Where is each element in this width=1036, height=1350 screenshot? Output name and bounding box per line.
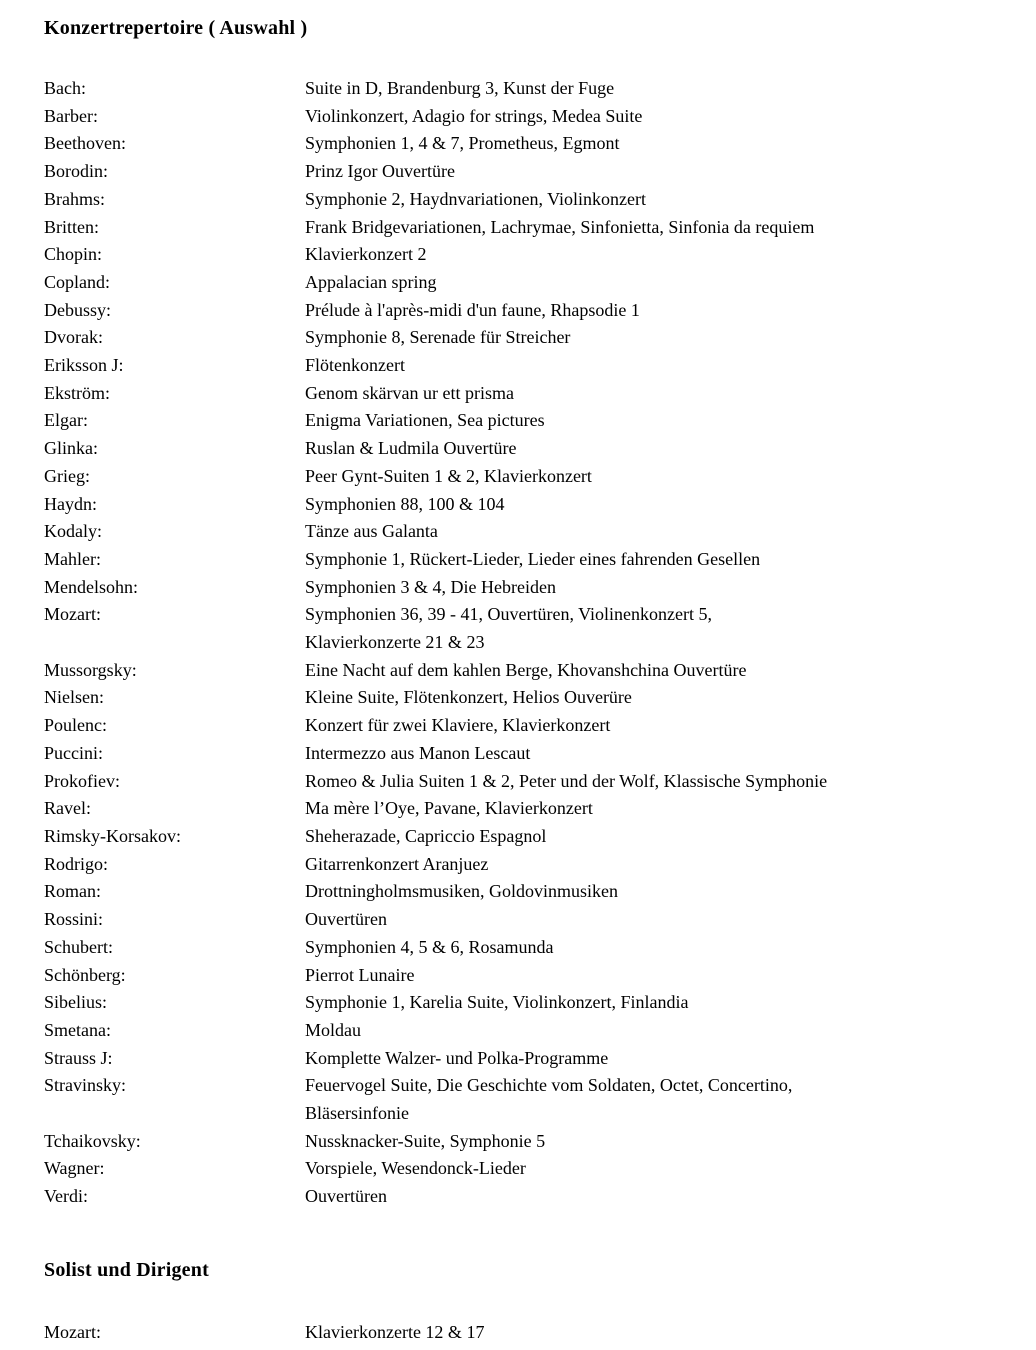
repertoire-row xyxy=(44,962,1012,990)
works-list xyxy=(305,214,1012,242)
works-list xyxy=(305,962,1012,990)
works-list xyxy=(305,518,1012,546)
works-list xyxy=(305,1045,1012,1073)
work-line: Symphonie 1, Rückert-Lieder, Lieder eines fahrenden Gesellen xyxy=(305,548,761,569)
repertoire-row xyxy=(44,352,1012,380)
work-line: Ma mère l’Oye, Pavane, Klavierkonzert xyxy=(305,798,593,819)
repertoire-row xyxy=(44,768,1012,796)
work-line: Symphonie 8, Serenade für Streicher xyxy=(305,327,571,348)
work-line: Pierrot Lunaire xyxy=(305,964,415,985)
composer-name: Strauss J: xyxy=(44,1047,113,1068)
works-list xyxy=(305,906,1012,934)
composer-name: Britten: xyxy=(44,216,99,237)
work-line: Peer Gynt-Suiten 1 & 2, Klavierkonzert xyxy=(305,465,592,486)
repertoire-row xyxy=(44,657,1012,685)
repertoire-row xyxy=(44,324,1012,352)
composer-name: Tchaikovsky: xyxy=(44,1130,141,1151)
repertoire-row xyxy=(44,934,1012,962)
repertoire-row xyxy=(44,1017,1012,1045)
repertoire-row xyxy=(44,130,1012,158)
works-list xyxy=(305,435,1012,463)
repertoire-row xyxy=(44,851,1012,879)
work-line: Komplette Walzer- und Polka-Programme xyxy=(305,1047,609,1068)
work-line: Tänze aus Galanta xyxy=(305,521,438,542)
works-list xyxy=(305,795,1012,823)
repertoire-row xyxy=(44,712,1012,740)
page-title: Konzertrepertoire ( Auswahl ) xyxy=(44,17,308,39)
work-line: Symphonien 36, 39 - 41, Ouvertüren, Violinenkonzert 5, xyxy=(305,604,713,625)
works-list xyxy=(305,1128,1012,1156)
composer-name: Barber: xyxy=(44,105,98,126)
composer-name: Smetana: xyxy=(44,1019,111,1040)
repertoire-row xyxy=(44,463,1012,491)
works-list xyxy=(305,1183,1012,1211)
composer-name: Schubert: xyxy=(44,936,113,957)
works-list xyxy=(305,657,1012,685)
repertoire-row xyxy=(44,740,1012,768)
repertoire-row xyxy=(44,103,1012,131)
repertoire-row xyxy=(44,1183,1012,1211)
work-line: Ruslan & Ludmila Ouvertüre xyxy=(305,438,517,459)
works-list xyxy=(305,407,1012,435)
repertoire-list xyxy=(44,75,1012,1211)
work-line: Kleine Suite, Flötenkonzert, Helios Ouverüre xyxy=(305,687,632,708)
repertoire-row xyxy=(44,380,1012,408)
repertoire-row xyxy=(44,407,1012,435)
works-list xyxy=(305,241,1012,269)
work-line: Vorspiele, Wesendonck-Lieder xyxy=(305,1158,526,1179)
repertoire-row xyxy=(44,269,1012,297)
works-list xyxy=(305,463,1012,491)
work-line: Appalacian spring xyxy=(305,271,437,292)
composer-name: Mahler: xyxy=(44,548,101,569)
work-line: Flötenkonzert xyxy=(305,355,405,376)
repertoire-row xyxy=(44,241,1012,269)
works-list xyxy=(305,1155,1012,1183)
composer-name: Nielsen: xyxy=(44,687,104,708)
composer-name: Chopin: xyxy=(44,244,103,265)
works-list xyxy=(305,352,1012,380)
works-list xyxy=(305,491,1012,519)
works-list xyxy=(305,130,1012,158)
composer-name: Rodrigo: xyxy=(44,853,109,874)
works-list xyxy=(305,878,1012,906)
composer-name: Brahms: xyxy=(44,188,105,209)
composer-name: Bach: xyxy=(44,78,86,98)
composer-name: Schönberg: xyxy=(44,964,126,985)
repertoire-row xyxy=(44,186,1012,214)
composer-name: Mozart: xyxy=(44,604,101,625)
work-line: Prélude à l'après-midi d'un faune, Rhapsodie 1 xyxy=(305,299,640,320)
composer-name: Glinka: xyxy=(44,438,98,459)
composer-name: Mussorgsky: xyxy=(44,659,137,680)
composer-name: Roman: xyxy=(44,881,101,902)
works-list xyxy=(305,740,1012,768)
repertoire-row xyxy=(44,546,1012,574)
work-line: Eine Nacht auf dem kahlen Berge, Khovanshchina Ouvertüre xyxy=(305,659,747,680)
works-list xyxy=(305,380,1012,408)
repertoire-row xyxy=(44,214,1012,242)
repertoire-row xyxy=(44,684,1012,712)
work-line: Frank Bridgevariationen, Lachrymae, Sinfonietta, Sinfonia da requiem xyxy=(305,216,815,237)
work-line: Konzert für zwei Klaviere, Klavierkonzert xyxy=(305,715,611,736)
repertoire-row xyxy=(44,1128,1012,1156)
work-line: Violinkonzert, Adagio for strings, Medea Suite xyxy=(305,105,643,126)
composer-name: Sibelius: xyxy=(44,992,108,1013)
work-line: Feuervogel Suite, Die Geschichte vom Soldaten, Octet, Concertino, xyxy=(305,1075,793,1096)
section-heading: Solist und Dirigent xyxy=(44,1258,209,1281)
works-list xyxy=(305,186,1012,214)
repertoire-row xyxy=(44,1045,1012,1073)
works-list xyxy=(305,269,1012,297)
work-line: Ouvertüren xyxy=(305,909,387,930)
work-line: Symphonien 3 & 4, Die Hebreiden xyxy=(305,576,556,597)
repertoire-row xyxy=(44,906,1012,934)
composer-name: Prokofiev: xyxy=(44,770,120,791)
work-line: Symphonie 1, Karelia Suite, Violinkonzert, Finlandia xyxy=(305,992,689,1013)
work-line: Bläsersinfonie xyxy=(305,1103,409,1124)
works-list xyxy=(305,1017,1012,1045)
composer-name: Borodin: xyxy=(44,161,109,182)
work-line: Sheherazade, Capriccio Espagnol xyxy=(305,825,547,846)
work-line: Romeo & Julia Suiten 1 & 2, Peter und der Wolf, Klassische Symphonie xyxy=(305,770,828,791)
work-line: Symphonie 2, Haydnvariationen, Violinkonzert xyxy=(305,188,647,209)
composer-name: Dvorak: xyxy=(44,327,103,348)
works-list xyxy=(305,158,1012,186)
composer-name: Kodaly: xyxy=(44,521,102,542)
works-list xyxy=(305,934,1012,962)
repertoire-row xyxy=(44,518,1012,546)
composer-name: Ravel: xyxy=(44,798,91,819)
works-list xyxy=(305,103,1012,131)
repertoire-row xyxy=(44,795,1012,823)
work-line: Klavierkonzert 2 xyxy=(305,244,427,265)
composer-name: Haydn: xyxy=(44,493,97,514)
works-list xyxy=(305,684,1012,712)
works-list xyxy=(305,75,1012,103)
repertoire-row xyxy=(44,1072,1012,1127)
works-list xyxy=(305,297,1012,325)
composer-name: Copland: xyxy=(44,271,110,292)
composer-name: Rimsky-Korsakov: xyxy=(44,825,181,846)
composer-name: Beethoven: xyxy=(44,133,126,154)
works-list xyxy=(305,324,1012,352)
work-line: Symphonien 1, 4 & 7, Prometheus, Egmont xyxy=(305,133,620,154)
composer-name: Elgar: xyxy=(44,410,88,431)
composer-name: Mozart: xyxy=(44,1321,101,1342)
repertoire-row xyxy=(44,1319,1012,1347)
repertoire-row xyxy=(44,823,1012,851)
repertoire-row xyxy=(44,491,1012,519)
work-line: Genom skärvan ur ett prisma xyxy=(305,382,514,403)
work-line: Nussknacker-Suite, Symphonie 5 xyxy=(305,1130,546,1151)
repertoire-row xyxy=(44,297,1012,325)
composer-name: Stravinsky: xyxy=(44,1075,127,1096)
repertoire-row xyxy=(44,878,1012,906)
works-list xyxy=(305,768,1012,796)
work-line: Intermezzo aus Manon Lescaut xyxy=(305,742,531,763)
works-list xyxy=(305,546,1012,574)
works-list xyxy=(305,574,1012,602)
works-list xyxy=(305,823,1012,851)
repertoire-row xyxy=(44,989,1012,1017)
repertoire-row xyxy=(44,75,1012,103)
composer-name: Mendelsohn: xyxy=(44,576,138,597)
work-line: Enigma Variationen, Sea pictures xyxy=(305,410,545,431)
work-line: Prinz Igor Ouvertüre xyxy=(305,161,455,182)
composer-name: Debussy: xyxy=(44,299,111,320)
composer-name: Wagner: xyxy=(44,1158,105,1179)
works-list xyxy=(305,851,1012,879)
composer-name: Eriksson J: xyxy=(44,355,124,376)
work-line: Symphonien 88, 100 & 104 xyxy=(305,493,505,514)
repertoire-row xyxy=(44,158,1012,186)
repertoire-row xyxy=(44,1155,1012,1183)
works-list xyxy=(305,1072,1012,1127)
composer-name: Rossini: xyxy=(44,909,104,930)
work-line: Ouvertüren xyxy=(305,1186,387,1207)
work-line: Klavierkonzerte 12 & 17 xyxy=(305,1321,485,1342)
composer-name: Ekström: xyxy=(44,382,110,403)
work-line: Gitarrenkonzert Aranjuez xyxy=(305,853,489,874)
repertoire-row xyxy=(44,574,1012,602)
work-line: Moldau xyxy=(305,1019,361,1040)
composer-name: Verdi: xyxy=(44,1186,88,1207)
work-line: Suite in D, Brandenburg 3, Kunst der Fuge xyxy=(305,78,615,98)
composer-name: Grieg: xyxy=(44,465,90,486)
composer-name: Puccini: xyxy=(44,742,103,763)
works-list xyxy=(305,989,1012,1017)
works-list xyxy=(305,712,1012,740)
repertoire-row xyxy=(44,435,1012,463)
works-list xyxy=(305,1319,1012,1347)
repertoire-row xyxy=(44,601,1012,656)
soloist-repertoire-list xyxy=(44,1319,1012,1347)
works-list xyxy=(305,601,1012,656)
work-line: Symphonien 4, 5 & 6, Rosamunda xyxy=(305,936,554,957)
composer-name: Poulenc: xyxy=(44,715,107,736)
work-line: Drottningholmsmusiken, Goldovinmusiken xyxy=(305,881,618,902)
work-line: Klavierkonzerte 21 & 23 xyxy=(305,632,485,653)
